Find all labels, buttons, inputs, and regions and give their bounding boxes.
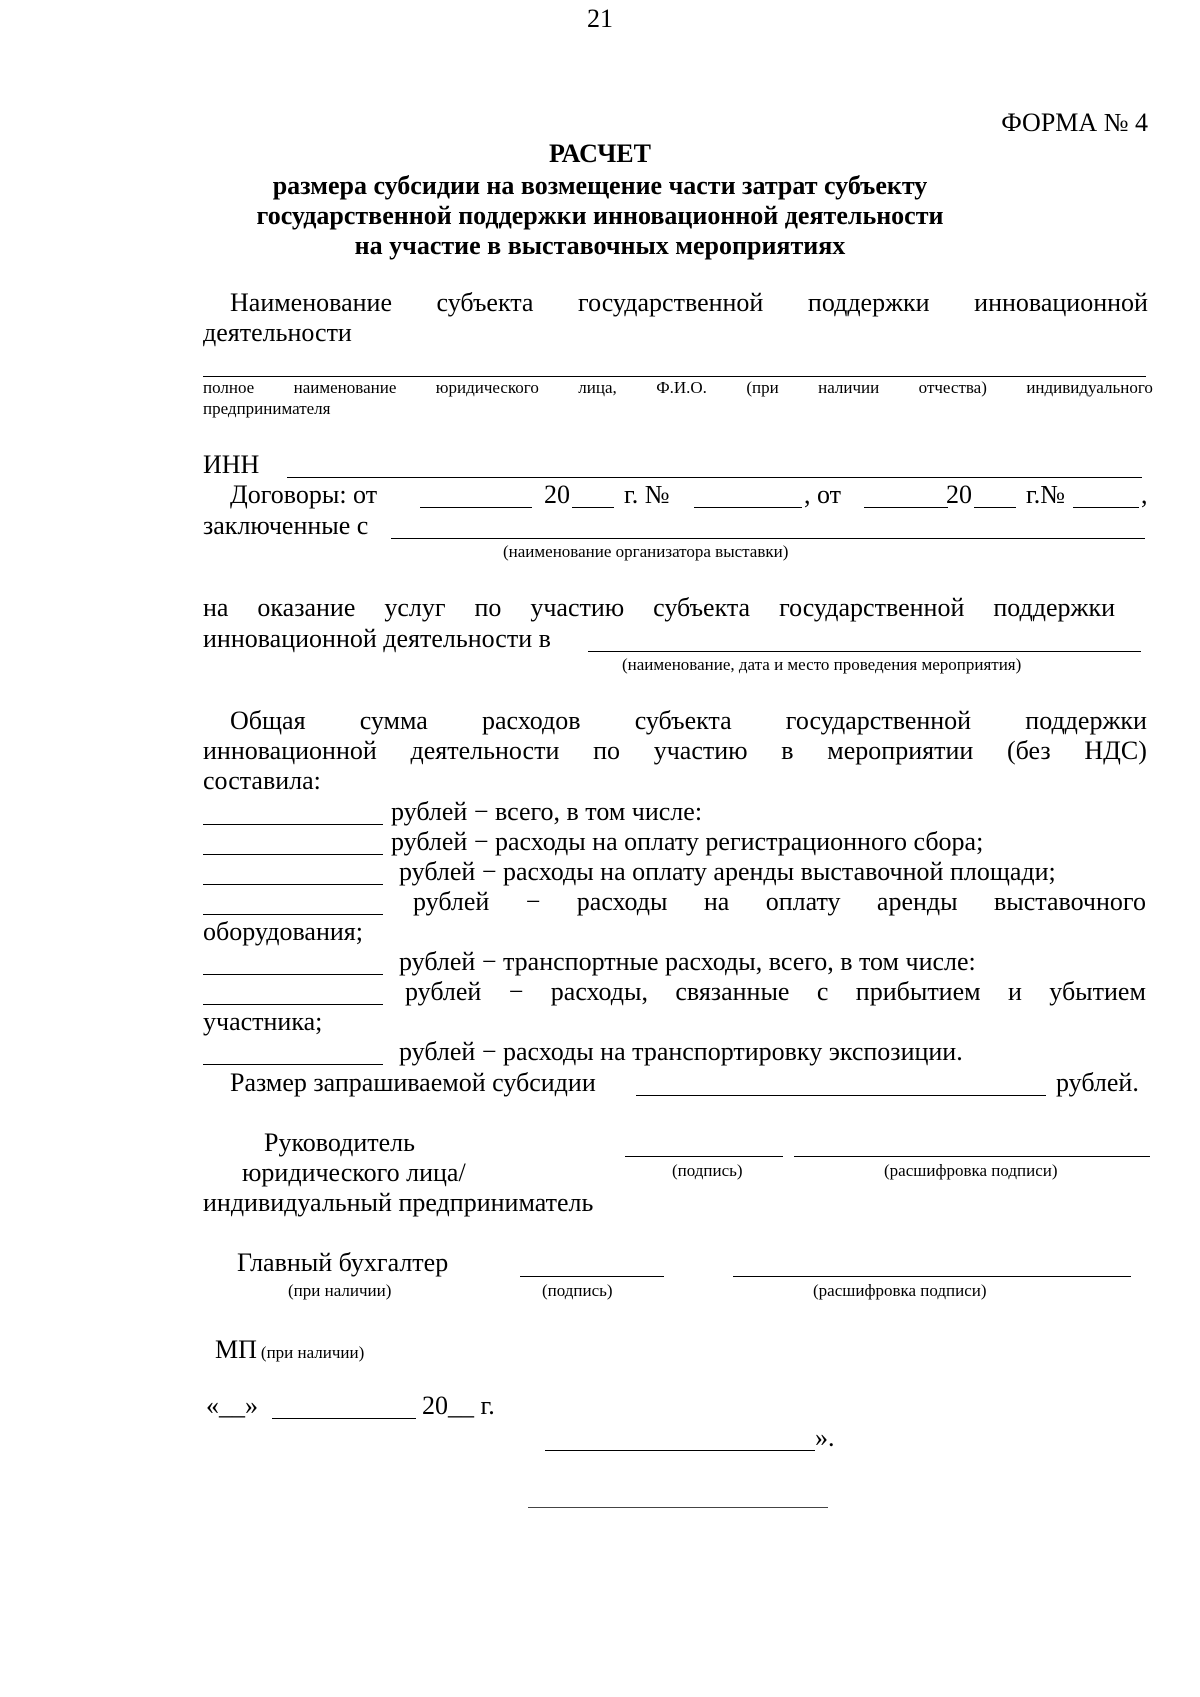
accountant-signature-hint: (подпись) [542, 1281, 613, 1300]
head-title-line-3: индивидуальный предприниматель [203, 1188, 594, 1217]
contract-2-from-label: , от [804, 480, 842, 509]
expense-travel-label: рублей − расходы, связанные с прибытием и убытием [405, 977, 1146, 1006]
contract-1-year-field[interactable] [572, 507, 614, 508]
stamp-label: МП [215, 1335, 257, 1364]
accountant-title: Главный бухгалтер [237, 1248, 449, 1277]
contract-2-year-field[interactable] [974, 507, 1016, 508]
organizer-hint: (наименование организатора выставки) [503, 542, 789, 561]
expense-total-field[interactable] [203, 824, 383, 825]
inn-field[interactable] [287, 477, 1142, 478]
contract-2-number-label: г.№ [1026, 480, 1066, 509]
subject-name-hint: полное наименование юридического лица, Ф.И.О. (при наличии отчества) индивидуального [203, 378, 1153, 397]
event-field[interactable] [588, 651, 1141, 652]
subject-label-line-1: Наименование субъекта государственной поддержки инновационной [230, 288, 1148, 317]
head-signature-decode-field[interactable] [794, 1156, 1150, 1157]
subject-name-hint-cont: предпринимателя [203, 399, 331, 418]
contract-1-number-field[interactable] [694, 507, 802, 508]
subject-name-field[interactable] [203, 376, 1146, 377]
expense-registration-field[interactable] [203, 854, 383, 855]
expense-total-label: рублей − всего, в том числе: [391, 797, 703, 826]
total-line-3: составила: [203, 766, 321, 795]
form-subtitle-line-1: размера субсидии на возмещение части затрат субъекту [272, 171, 928, 200]
expense-travel-cont: участника; [203, 1007, 323, 1036]
contract-1-date-field[interactable] [420, 507, 532, 508]
accountant-decode-hint: (расшифровка подписи) [813, 1281, 987, 1300]
head-signature-hint: (подпись) [672, 1161, 743, 1180]
subsidy-amount-field[interactable] [636, 1095, 1046, 1096]
form-title: РАСЧЕТ [549, 139, 651, 168]
subsidy-label: Размер запрашиваемой субсидии [230, 1068, 596, 1097]
services-line-2: инновационной деятельности в [203, 624, 551, 653]
contract-2-year-prefix: 20 [946, 480, 972, 509]
form-label: ФОРМА № 4 [1001, 108, 1148, 137]
date-year-field[interactable]: 20__ г. [422, 1391, 495, 1420]
services-line-1: на оказание услуг по участию субъекта государственной поддержки [203, 593, 1115, 622]
expense-registration-label: рублей − расходы на оплату регистрационного сбора; [391, 827, 984, 856]
head-title-line-1: Руководитель [264, 1128, 415, 1157]
contract-2-date-field[interactable] [864, 507, 948, 508]
expense-transport-label: рублей − транспортные расходы, всего, в том числе: [399, 947, 976, 976]
form-subtitle-line-2: государственной поддержки инновационной деятельности [256, 201, 944, 230]
bottom-divider [528, 1507, 828, 1508]
expense-equipment-rent-cont: оборудования; [203, 917, 363, 946]
head-signature-field[interactable] [625, 1156, 783, 1157]
subject-label-line-2: деятельности [203, 318, 352, 347]
organizer-field[interactable] [391, 538, 1145, 539]
expense-exposition-label: рублей − расходы на транспортировку экспозиции. [399, 1037, 963, 1066]
date-month-field[interactable] [272, 1418, 416, 1419]
expense-equipment-rent-label: рублей − расходы на оплату аренды выставочного [413, 887, 1146, 916]
inn-label: ИНН [203, 450, 260, 479]
page-number: 21 [587, 4, 613, 33]
expense-transport-field[interactable] [203, 974, 383, 975]
total-line-1: Общая сумма расходов субъекта государственной поддержки [230, 706, 1147, 735]
head-decode-hint: (расшифровка подписи) [884, 1161, 1058, 1180]
contract-2-number-field[interactable] [1073, 507, 1139, 508]
expense-equipment-rent-field[interactable] [203, 914, 383, 915]
total-line-2: инновационной деятельности по участию в мероприятии (без НДС) [203, 736, 1147, 765]
accountant-signature-decode-field[interactable] [733, 1276, 1131, 1277]
date-day-field[interactable]: «__» [206, 1391, 258, 1420]
expense-exposition-field[interactable] [203, 1064, 383, 1065]
contract-1-number-label: г. № [624, 480, 670, 509]
stamp-if-any-hint: (при наличии) [260, 1343, 365, 1362]
closing-mark: ». [815, 1423, 835, 1452]
subsidy-unit: рублей. [1056, 1068, 1139, 1097]
contract-1-year-prefix: 20 [544, 480, 570, 509]
accountant-if-any-hint: (при наличии) [288, 1281, 392, 1300]
head-title-line-2: юридического лица/ [242, 1158, 466, 1187]
expense-space-rent-field[interactable] [203, 884, 383, 885]
expense-travel-field[interactable] [203, 1004, 383, 1005]
stamp-line [215, 1337, 364, 1363]
contracts-comma: , [1141, 480, 1148, 509]
expense-space-rent-label: рублей − расходы на оплату аренды выставочной площади; [399, 857, 1056, 886]
form-subtitle-line-3: на участие в выставочных мероприятиях [354, 231, 846, 260]
closing-field[interactable] [545, 1450, 815, 1451]
contracts-label: Договоры: от [230, 480, 378, 509]
concluded-with-label: заключенные с [203, 511, 369, 540]
accountant-signature-field[interactable] [520, 1276, 664, 1277]
event-hint: (наименование, дата и место проведения мероприятия) [622, 655, 1022, 674]
